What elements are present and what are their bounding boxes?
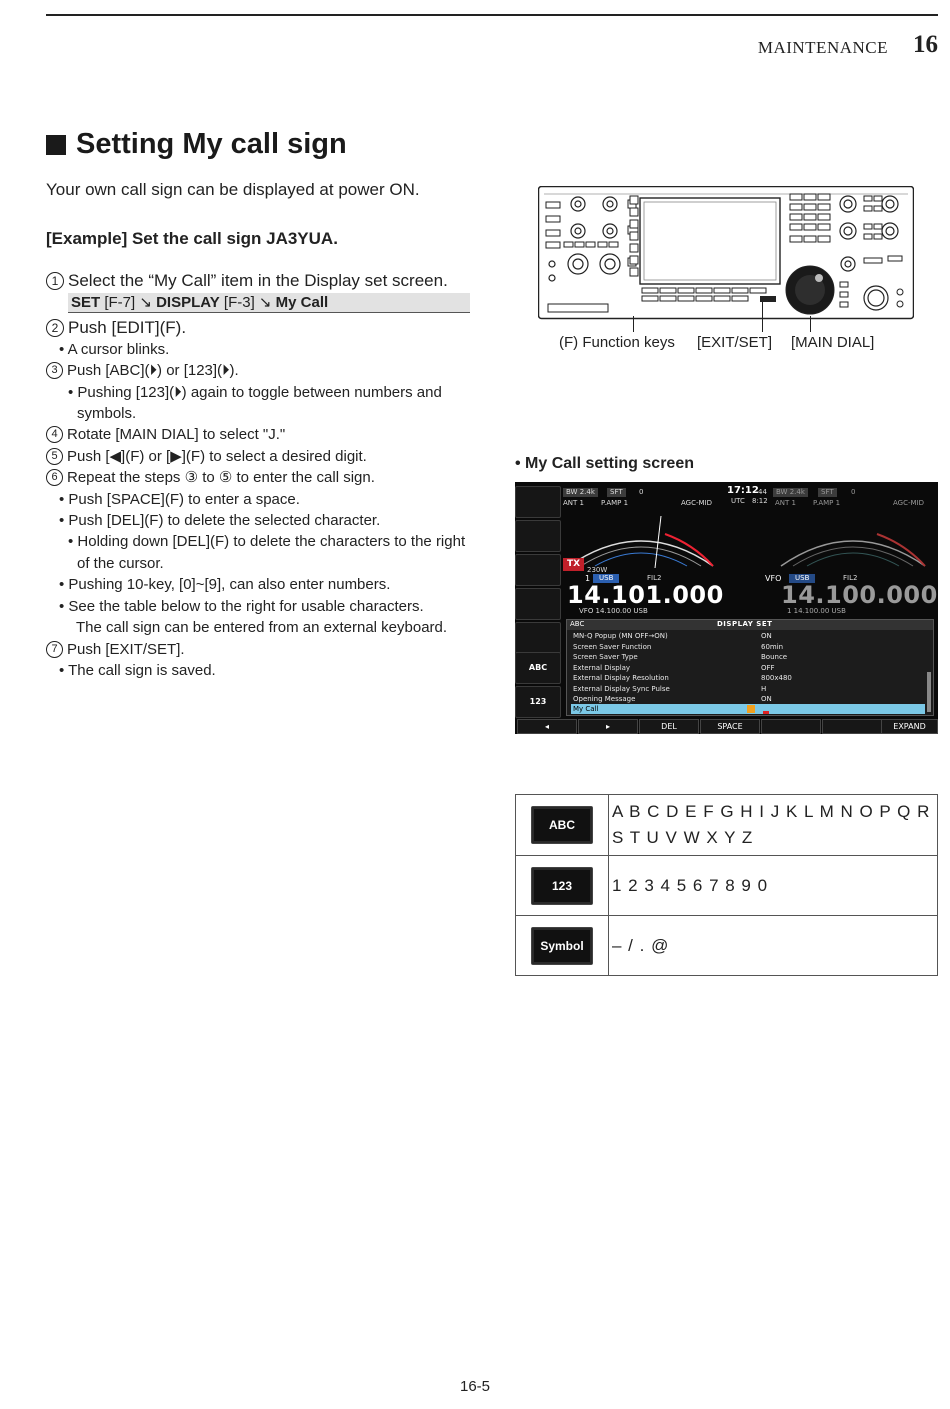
bullet: • See the table below to the right for usable characters. [59,597,424,615]
section-title: Setting My call sign [46,128,347,161]
step-number: 3 [46,362,63,379]
step-number: 2 [46,319,64,337]
panel-title: DISPLAY SET [717,620,773,628]
label-exit-set: [EXIT/SET] [697,334,773,351]
steps-list [46,270,470,681]
pamp-label-sub: P.AMP 1 [813,499,841,507]
sub-frequency: 14.100.000 [781,581,938,609]
left-arrow-key[interactable]: ◂ [517,719,577,734]
screen-caption: • My Call setting screen [515,455,694,472]
menu-row[interactable]: Screen Saver Function 60min [573,642,784,651]
input-mode: ABC [570,620,585,628]
leader-line-dial [810,316,811,332]
page-number: 16-5 [459,1378,491,1395]
step-6: 6 Repeat the steps ③ to ⑤ to enter the call sign. [46,467,470,488]
cursor-icon [763,711,769,714]
table-cell [516,916,609,976]
my-call-row[interactable]: My Call [571,704,925,714]
mode-badge-sub: USB [789,574,815,583]
label-function-keys: (F) Function keys [559,334,675,351]
utc-time: 8:12 [752,497,768,505]
bw-tag: BW 2.4k [563,488,598,497]
step-1: 1 Select the “My Call” item in the Display set screen. [46,270,470,291]
step-4: 4 Rotate [MAIN DIAL] to select "J." [46,424,470,445]
bullet: • Pushing [123](⏵) again to toggle between numbers and symbols. [68,383,442,423]
bullet: • Push [SPACE](F) to enter a space. [59,490,300,508]
step-3: 3 Push [ABC](⏵) or [123](⏵). [46,360,470,381]
main-sub-readout: VFO 14.100.00 USB [579,607,648,615]
menu-row[interactable]: MN-Q Popup (MN OFF→ON) ON [573,632,772,640]
abc-key-image: ABC [531,806,593,844]
side-button-3[interactable] [515,554,561,586]
side-button-2[interactable] [515,520,561,552]
my-call-setting-screen [515,482,938,734]
side-button-4[interactable] [515,588,561,620]
blank-key-2[interactable] [822,719,882,734]
radio-front-panel [538,186,914,325]
step-5: 5 Push [◀](F) or [▶](F) to select a desired digit. [46,446,470,467]
bw-tag-sub: BW 2.4k [773,488,808,497]
blank-key-1[interactable] [761,719,821,734]
display-set-panel [566,619,934,716]
menu-row[interactable]: Opening Message ON [573,695,772,703]
symbol-characters: – / . @ [609,916,938,976]
function-key-bar [515,718,938,734]
agc-label: AGC-MID [681,499,712,507]
step-number: 1 [46,272,64,290]
123-button[interactable]: 123 [515,686,561,718]
filter-label: FIL2 [647,574,662,582]
scrollbar[interactable] [927,672,931,712]
key-path: SET [F-7] ↘ DISPLAY [F-3] ↘ My Call [68,293,470,313]
filter-label-sub: FIL2 [843,574,858,582]
table-cell [516,856,609,916]
leader-line-f [633,316,634,332]
chapter-number: 16 [913,31,938,58]
menu-row[interactable]: External Display OFF [573,663,775,672]
side-button-5[interactable] [515,622,561,654]
bullet-continuation: The call sign can be entered from an external keyboard. [76,619,448,637]
bullet: • Holding down [DEL](F) to delete the characters to the right of the cursor. [68,533,466,572]
clock-time: 17:12 [727,485,759,496]
example-heading: [Example] Set the call sign JA3YUA. [46,229,338,248]
main-frequency: 14.101.000 [567,581,724,609]
step-number: 5 [46,448,63,465]
abc-characters: A B C D E F G H I J K L M N O P Q R S T U V W X Y Z [609,795,938,856]
utc-label: UTC [731,497,745,505]
abc-button[interactable]: ABC [515,652,561,684]
mode-badge: USB [593,574,619,583]
pamp-label: P.AMP 1 [601,499,629,507]
table-row [516,795,938,856]
label-main-dial: [MAIN DIAL] [791,334,875,351]
step-7: 7 Push [EXIT/SET]. [46,639,470,660]
step-number: 7 [46,641,63,658]
intro-text: Your own call sign can be displayed at power ON. [46,180,420,199]
bullet: • Pushing 10-key, [0]~[9], can also enter numbers. [59,576,391,594]
expand-key[interactable]: EXPAND [881,719,938,734]
side-button-1[interactable] [515,486,561,518]
power-readout: 230W [587,566,608,574]
sft-value-sub: 0 [851,488,856,496]
menu-row[interactable]: Screen Saver Type Bounce [573,653,788,661]
main-meter [561,508,721,570]
section-header: MAINTENANCE [757,38,888,57]
clock-seconds: 44 [758,488,767,496]
space-key[interactable]: SPACE [700,719,760,734]
table-cell [516,795,609,856]
radio-illustration [538,186,914,320]
table-row [516,916,938,976]
step-number: 6 [46,469,63,486]
sft-tag: SFT [607,488,626,497]
leader-line-exit [762,302,763,332]
arrow-icon [747,705,755,713]
menu-row[interactable]: External Display Resolution 800x480 [573,674,792,682]
vfo-label: VFO [765,574,782,583]
ant-label-sub: ANT 1 [775,499,796,507]
bullet: • The call sign is saved. [59,661,216,679]
agc-label-sub: AGC-MID [893,499,924,507]
square-bullet-icon [46,135,66,155]
sub-meter [773,508,933,570]
bullet: • A cursor blinks. [59,340,170,358]
number-characters: 1 2 3 4 5 6 7 8 9 0 [609,856,938,916]
sub-sub-readout: 1 14.100.00 USB [787,607,846,615]
panel-header [567,620,933,630]
del-key[interactable]: DEL [639,719,699,734]
usable-characters-table [515,794,938,976]
vfo-number: 1 [585,574,591,583]
123-key-image: 123 [531,867,593,905]
tx-indicator: TX [563,558,584,571]
ant-label: ANT 1 [563,499,584,507]
bullet: • Push [DEL](F) to delete the selected character. [59,512,381,530]
symbol-key-image: Symbol [531,927,593,965]
table-row [516,856,938,916]
menu-row[interactable]: External Display Sync Pulse H [573,684,767,693]
right-arrow-key[interactable]: ▸ [578,719,638,734]
step-2: 2 Push [EDIT](F). [46,317,470,338]
top-rule [46,14,938,16]
step-number: 4 [46,426,63,443]
sft-value: 0 [639,488,644,496]
sft-tag-sub: SFT [818,488,837,497]
